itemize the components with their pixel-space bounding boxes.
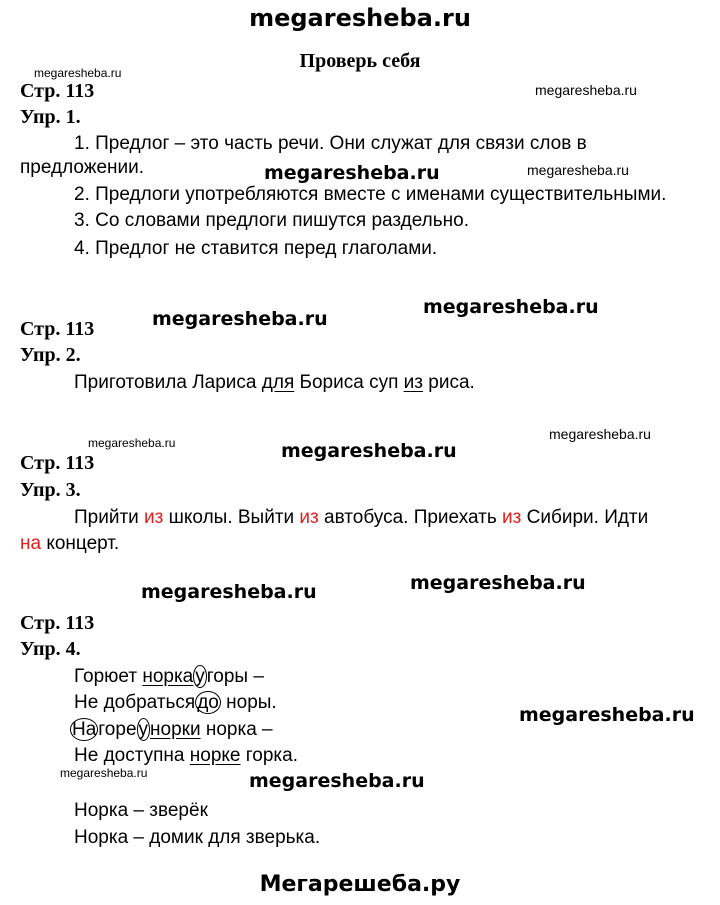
- page-ref: Стр. 113: [20, 612, 95, 634]
- text: Бориса суп: [294, 372, 404, 393]
- bottom-watermark: Мегарешеба.ру: [259, 872, 461, 897]
- poem-line: [70, 719, 273, 741]
- poem-line: [74, 666, 264, 688]
- watermark: megaresheba.ru: [549, 426, 651, 442]
- text-line: предложении.: [20, 157, 145, 178]
- text: норка –: [200, 719, 273, 740]
- watermark: megaresheba.ru: [34, 66, 122, 80]
- text: горе: [98, 719, 137, 740]
- watermark: megaresheba.ru: [519, 704, 695, 726]
- circled-preposition: у: [195, 666, 205, 687]
- page-title: Проверь себя: [299, 50, 421, 72]
- preposition: из: [403, 372, 423, 393]
- text: Приготовила Лариса: [74, 372, 262, 393]
- text: автобуса. Приехать: [318, 507, 503, 528]
- underlined-word: норке: [189, 745, 241, 766]
- text: Не добраться: [74, 692, 196, 713]
- underlined-word: норка: [142, 666, 194, 687]
- text-line: 1. Предлог – это часть речи. Они служат для связи слов в: [74, 133, 587, 154]
- text: риса.: [422, 372, 475, 393]
- text: норы.: [220, 692, 277, 713]
- watermark: megaresheba.ru: [423, 296, 599, 318]
- text: школы. Выйти: [163, 507, 300, 528]
- page-ref: Стр. 113: [20, 80, 95, 102]
- text: горка.: [240, 745, 299, 766]
- text-line: [74, 372, 475, 394]
- text-line: 2. Предлоги употребляются вместе с именами существительными.: [74, 184, 667, 205]
- text: Прийти: [74, 507, 145, 528]
- watermark: megaresheba.ru: [281, 440, 457, 462]
- poem-line: [74, 692, 277, 714]
- text: Сибири. Идти: [521, 507, 649, 528]
- circled-preposition: до: [197, 692, 219, 713]
- underlined-word: норки: [150, 719, 201, 740]
- poem-line: [74, 745, 298, 767]
- watermark: megaresheba.ru: [264, 162, 440, 184]
- watermark: megaresheba.ru: [535, 82, 637, 98]
- page-ref: Стр. 113: [20, 318, 95, 340]
- text-line: [20, 533, 119, 555]
- watermark: megaresheba.ru: [141, 581, 317, 603]
- preposition: из: [299, 507, 319, 528]
- exercise-label: Упр. 1.: [20, 106, 81, 128]
- circled-preposition: На: [72, 719, 97, 740]
- text-line: 3. Со словами предлоги пишутся раздельно.: [74, 210, 470, 231]
- preposition: на: [20, 533, 42, 554]
- watermark: megaresheba.ru: [88, 436, 176, 450]
- text-line: 4. Предлог не ставится перед глаголами.: [74, 238, 438, 259]
- watermark: megaresheba.ru: [527, 162, 629, 178]
- text-line: [74, 507, 648, 529]
- preposition: из: [502, 507, 522, 528]
- circled-preposition: у: [138, 719, 149, 740]
- watermark: megaresheba.ru: [249, 770, 425, 792]
- text: Горюет: [74, 666, 143, 687]
- text-line: Норка – зверёк: [74, 800, 208, 821]
- preposition: для: [261, 372, 295, 393]
- exercise-label: Упр. 2.: [20, 344, 81, 366]
- preposition: из: [144, 507, 164, 528]
- text: Не доступна: [74, 745, 190, 766]
- watermark: megaresheba.ru: [60, 766, 148, 780]
- exercise-label: Упр. 4.: [20, 638, 81, 660]
- text: концерт.: [41, 533, 120, 554]
- text-line: Норка – домик для зверька.: [74, 827, 321, 848]
- watermark: megaresheba.ru: [410, 572, 586, 594]
- watermark: megaresheba.ru: [152, 308, 328, 330]
- page-ref: Стр. 113: [20, 452, 95, 474]
- exercise-label: Упр. 3.: [20, 479, 81, 501]
- text: горы –: [206, 666, 264, 687]
- top-watermark: megaresheba.ru: [249, 4, 471, 32]
